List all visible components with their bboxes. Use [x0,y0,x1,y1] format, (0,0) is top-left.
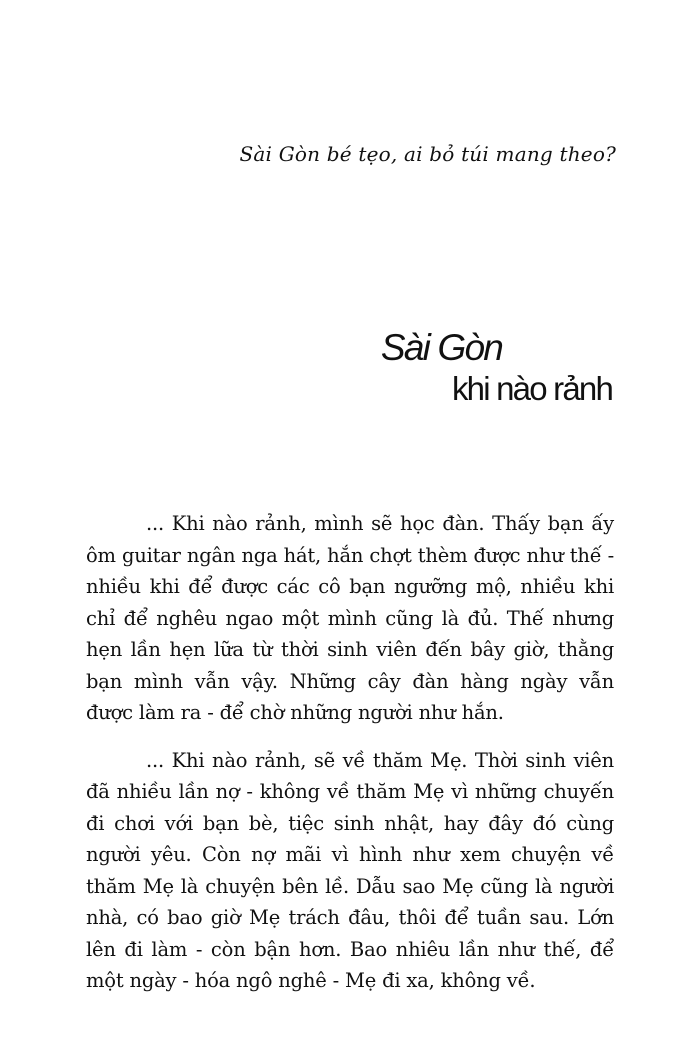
paragraph-2: ... Khi nào rảnh, sẽ về thăm Mẹ. Thời sinh viên đã nhiều lần nợ - không về thăm Mẹ vì những chuyến đi chơi với bạn bè, tiệc sinh nhật, hay đây đó cùng người yêu. Còn nợ mãi vì hình như xem chuyện về thăm Mẹ là chuyện bên lề. Dẫu sao Mẹ cũng là người nhà, có bao giờ Mẹ trách đâu, thôi để tuần sau. Lớn lên đi làm - còn bận hơn. Bao nhiêu lần như thế, để một ngày - hóa ngô nghê - Mẹ đi xa, không về. [86,748,614,992]
running-header: Sài Gòn bé tẹo, ai bỏ túi mang theo? [239,142,616,166]
body-text [86,508,614,1013]
chapter-title-line-2: khi nào rảnh [451,370,612,407]
chapter-title [381,326,612,408]
chapter-title-line-1: Sài Gòn [380,327,502,368]
paragraph-1: ... Khi nào rảnh, mình sẽ học đàn. Thấy bạn ấy ôm guitar ngân nga hát, hắn chợt thèm được như thế - nhiều khi để được các cô bạn ngưỡng mộ, nhiều khi chỉ để nghêu ngao một mình cũng là đủ. Thế nhưng hẹn lần hẹn lữa từ thời sinh viên đến bây giờ, thằng bạn mình vẫn vậy. Những cây đàn hàng ngày vẫn được làm ra - để chờ những người như hắn. [86,512,614,724]
